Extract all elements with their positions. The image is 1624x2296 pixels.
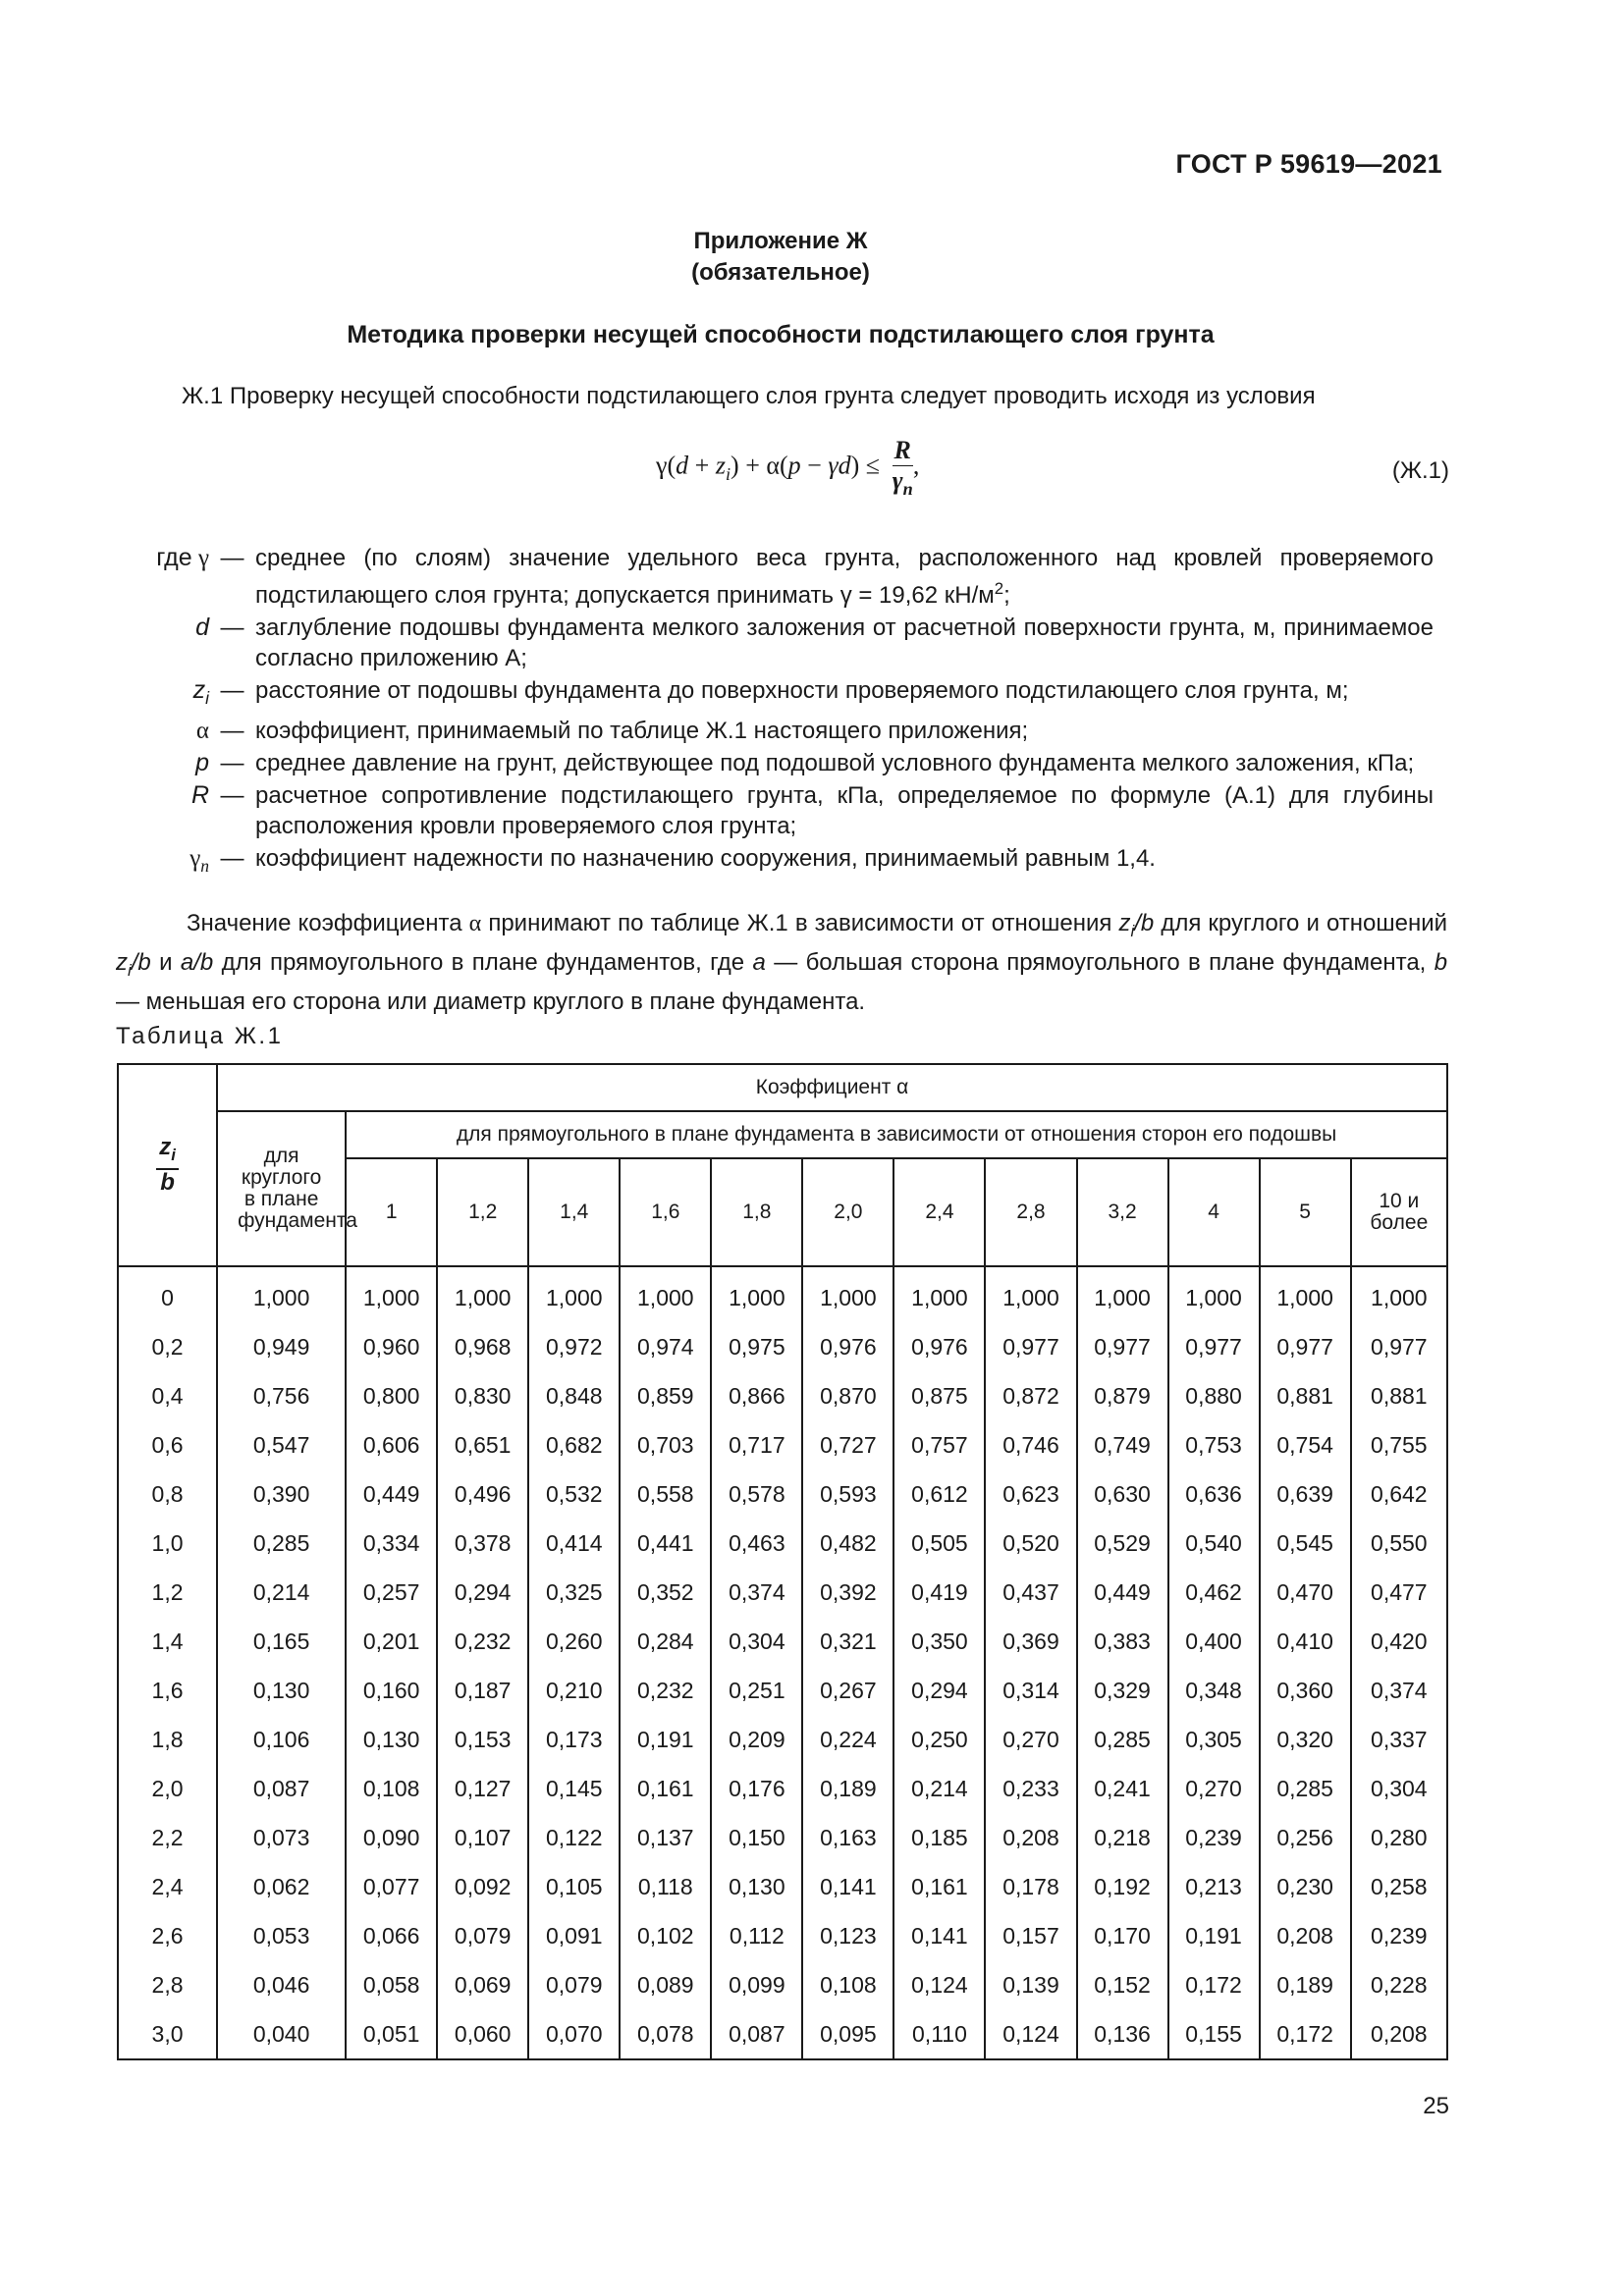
coefficient-cell: 0,754 <box>1260 1420 1351 1469</box>
coefficient-cell: 0,107 <box>437 1813 528 1862</box>
coefficient-cell: 0,325 <box>528 1568 620 1617</box>
coefficient-cell: 0,232 <box>620 1666 711 1715</box>
coefficient-cell: 0,558 <box>620 1469 711 1519</box>
coefficient-cell: 0,378 <box>437 1519 528 1568</box>
coefficient-cell: 0,165 <box>217 1617 346 1666</box>
coefficient-cell: 0,091 <box>528 1911 620 1960</box>
coefficient-cell: 0,949 <box>217 1322 346 1371</box>
coefficient-cell: 0,137 <box>620 1813 711 1862</box>
coefficient-cell: 0,304 <box>711 1617 802 1666</box>
coefficient-cell: 0,976 <box>802 1322 893 1371</box>
coefficient-cell: 0,152 <box>1077 1960 1168 2009</box>
coefficient-cell: 1,000 <box>217 1266 346 1322</box>
coefficient-cell: 0,127 <box>437 1764 528 1813</box>
coefficient-cell: 0,859 <box>620 1371 711 1420</box>
coefficient-cell: 1,000 <box>1168 1266 1260 1322</box>
coefficient-cell: 0,470 <box>1260 1568 1351 1617</box>
round-foundation-header: для круглого в плане фундамента <box>217 1111 346 1266</box>
table-row <box>118 1911 1447 1960</box>
coefficient-cell: 0,099 <box>711 1960 802 2009</box>
coefficient-cell: 0,756 <box>217 1371 346 1420</box>
table-row <box>118 1813 1447 1862</box>
coefficient-cell: 0,102 <box>620 1911 711 1960</box>
coefficient-cell: 0,651 <box>437 1420 528 1469</box>
coefficient-cell: 0,130 <box>217 1666 346 1715</box>
definition-r: R — расчетное сопротивление подстилающего грунта, кПа, определяемое по формуле (А.1) для глубины расположения кровли проверяемого слоя грунта; <box>190 781 1434 839</box>
coefficient-cell: 0,089 <box>620 1960 711 2009</box>
coefficient-cell: 0,123 <box>802 1911 893 1960</box>
coefficient-cell: 0,374 <box>711 1568 802 1617</box>
coefficient-cell: 0,106 <box>217 1715 346 1764</box>
ratio-header: 1 <box>346 1158 437 1266</box>
coefficient-cell: 0,267 <box>802 1666 893 1715</box>
coefficient-cell: 1,000 <box>620 1266 711 1322</box>
coefficient-cell: 0,124 <box>985 2009 1076 2059</box>
table-row <box>118 1764 1447 1813</box>
table-row <box>118 1322 1447 1371</box>
coefficient-cell: 0,682 <box>528 1420 620 1469</box>
definition-p: p — среднее давление на грунт, действующее под подошвой условного фундамента мелкого заложения, кПа; <box>195 749 1415 776</box>
coefficient-cell: 0,218 <box>1077 1813 1168 1862</box>
coefficient-cell: 0,369 <box>985 1617 1076 1666</box>
ratio-header: 1,8 <box>711 1158 802 1266</box>
coefficient-cell: 0,157 <box>985 1911 1076 1960</box>
coefficient-cell: 0,239 <box>1351 1911 1447 1960</box>
coefficient-cell: 0,161 <box>893 1862 985 1911</box>
coefficient-cell: 0,383 <box>1077 1617 1168 1666</box>
intro-paragraph: Ж.1 Проверку несущей способности подстилающего слоя грунта следует проводить исходя из условия <box>182 383 1316 409</box>
zb-value-cell: 1,6 <box>118 1666 217 1715</box>
coefficient-cell: 0,642 <box>1351 1469 1447 1519</box>
definition-d: d — заглубление подошвы фундамента мелкого заложения от расчетной поверхности грунта, м, принимаемое согласно приложению А; <box>195 614 1434 671</box>
coefficient-cell: 0,069 <box>437 1960 528 2009</box>
table-row <box>118 1420 1447 1469</box>
coefficient-cell: 1,000 <box>528 1266 620 1322</box>
coefficient-cell: 0,139 <box>985 1960 1076 2009</box>
coefficient-cell: 0,092 <box>437 1862 528 1911</box>
coefficient-cell: 0,141 <box>802 1862 893 1911</box>
coefficient-cell: 1,000 <box>802 1266 893 1322</box>
zb-header: $\frac{z_i}{b}$ <box>118 1064 217 1266</box>
coefficient-cell: 0,606 <box>346 1420 437 1469</box>
coefficient-cell: 0,189 <box>802 1764 893 1813</box>
coefficient-cell: 0,496 <box>437 1469 528 1519</box>
ratio-header: 3,2 <box>1077 1158 1168 1266</box>
table-row <box>118 1519 1447 1568</box>
table-row <box>118 2009 1447 2059</box>
coefficient-cell: 0,040 <box>217 2009 346 2059</box>
coefficient-cell: 0,866 <box>711 1371 802 1420</box>
coefficient-cell: 0,070 <box>528 2009 620 2059</box>
table-row <box>118 1666 1447 1715</box>
coefficient-cell: 1,000 <box>1351 1266 1447 1322</box>
coefficient-cell: 0,374 <box>1351 1666 1447 1715</box>
coefficient-cell: 0,545 <box>1260 1519 1351 1568</box>
ratio-header: 2,4 <box>893 1158 985 1266</box>
coefficient-cell: 0,095 <box>802 2009 893 2059</box>
coefficient-cell: 0,410 <box>1260 1617 1351 1666</box>
coefficient-cell: 1,000 <box>893 1266 985 1322</box>
coefficient-cell: 0,209 <box>711 1715 802 1764</box>
coefficient-cell: 0,077 <box>346 1862 437 1911</box>
coefficient-cell: 0,800 <box>346 1371 437 1420</box>
coefficient-cell: 0,881 <box>1351 1371 1447 1420</box>
coefficient-cell: 0,540 <box>1168 1519 1260 1568</box>
coefficient-cell: 1,000 <box>711 1266 802 1322</box>
coefficient-cell: 0,612 <box>893 1469 985 1519</box>
coefficient-cell: 0,390 <box>217 1469 346 1519</box>
coefficient-cell: 0,241 <box>1077 1764 1168 1813</box>
coefficient-cell: 0,976 <box>893 1322 985 1371</box>
coefficient-cell: 0,753 <box>1168 1420 1260 1469</box>
coefficient-cell: 0,975 <box>711 1322 802 1371</box>
coefficient-cell: 0,185 <box>893 1813 985 1862</box>
ratio-header: 2,8 <box>985 1158 1076 1266</box>
coefficient-cell: 0,155 <box>1168 2009 1260 2059</box>
coefficient-cell: 0,187 <box>437 1666 528 1715</box>
coefficient-cell: 0,173 <box>528 1715 620 1764</box>
coefficient-cell: 0,880 <box>1168 1371 1260 1420</box>
table-row <box>118 1371 1447 1420</box>
coefficient-cell: 0,350 <box>893 1617 985 1666</box>
coefficient-cell: 0,280 <box>1351 1813 1447 1862</box>
zb-value-cell: 3,0 <box>118 2009 217 2059</box>
coefficient-cell: 0,172 <box>1260 2009 1351 2059</box>
coefficient-cell: 0,972 <box>528 1322 620 1371</box>
coefficient-cell: 0,329 <box>1077 1666 1168 1715</box>
coefficient-cell: 0,176 <box>711 1764 802 1813</box>
coefficient-cell: 0,578 <box>711 1469 802 1519</box>
coefficient-cell: 0,066 <box>346 1911 437 1960</box>
ratio-header: 1,2 <box>437 1158 528 1266</box>
coefficient-cell: 0,087 <box>711 2009 802 2059</box>
coefficient-cell: 0,213 <box>1168 1862 1260 1911</box>
coefficient-cell: 0,830 <box>437 1371 528 1420</box>
coefficient-cell: 0,214 <box>893 1764 985 1813</box>
coefficient-cell: 0,285 <box>217 1519 346 1568</box>
coefficient-cell: 0,122 <box>528 1813 620 1862</box>
zb-value-cell: 1,8 <box>118 1715 217 1764</box>
coefficient-cell: 0,727 <box>802 1420 893 1469</box>
zb-value-cell: 2,6 <box>118 1911 217 1960</box>
coefficient-cell: 0,251 <box>711 1666 802 1715</box>
definition-gamma: где γ — среднее (по слоям) значение удельного веса грунта, расположенного над кровлей проверяемого подстилающего слоя грунта; допускается принимать γ = 19,62 $кН/м^2$; <box>156 544 1434 609</box>
coefficient-cell: 0,977 <box>985 1322 1076 1371</box>
coefficient-cell: 0,112 <box>711 1911 802 1960</box>
formula-fraction: $\frac{R}{\gamma_n}$ <box>892 436 913 500</box>
table-row <box>118 1469 1447 1519</box>
coefficient-cell: 0,078 <box>620 2009 711 2059</box>
coefficient-cell: 0,062 <box>217 1862 346 1911</box>
ratio-header: 5 <box>1260 1158 1351 1266</box>
coefficient-cell: 0,477 <box>1351 1568 1447 1617</box>
zb-value-cell: 2,2 <box>118 1813 217 1862</box>
ratio-header: 4 <box>1168 1158 1260 1266</box>
ratio-header: 2,0 <box>802 1158 893 1266</box>
coefficient-cell: 0,214 <box>217 1568 346 1617</box>
coefficient-cell: 0,352 <box>620 1568 711 1617</box>
zb-value-cell: 0,8 <box>118 1469 217 1519</box>
coefficient-cell: 0,256 <box>1260 1813 1351 1862</box>
coefficient-cell: 0,208 <box>1260 1911 1351 1960</box>
coefficient-cell: 0,079 <box>528 1960 620 2009</box>
coefficient-cell: 0,118 <box>620 1862 711 1911</box>
coefficient-cell: 0,192 <box>1077 1862 1168 1911</box>
coefficient-cell: 0,321 <box>802 1617 893 1666</box>
coefficient-cell: 0,977 <box>1168 1322 1260 1371</box>
coefficient-cell: 0,191 <box>620 1715 711 1764</box>
coefficient-cell: 0,053 <box>217 1911 346 1960</box>
coefficient-cell: 0,482 <box>802 1519 893 1568</box>
coefficient-cell: 0,250 <box>893 1715 985 1764</box>
coefficient-cell: 0,153 <box>437 1715 528 1764</box>
coefficient-cell: 1,000 <box>985 1266 1076 1322</box>
coefficient-cell: 0,532 <box>528 1469 620 1519</box>
coefficient-cell: 0,755 <box>1351 1420 1447 1469</box>
coefficient-cell: 0,881 <box>1260 1371 1351 1420</box>
appendix-title: Приложение Ж <box>693 228 868 254</box>
definition-alpha: α — коэффициент, принимаемый по таблице Ж.1 настоящего приложения; <box>195 718 1029 744</box>
zb-value-cell: 2,4 <box>118 1862 217 1911</box>
coefficient-cell: 0,314 <box>985 1666 1076 1715</box>
coefficient-cell: 0,703 <box>620 1420 711 1469</box>
coefficient-cell: 0,294 <box>893 1666 985 1715</box>
ratio-header: 1,6 <box>620 1158 711 1266</box>
coefficient-cell: 0,257 <box>346 1568 437 1617</box>
coefficient-cell: 0,960 <box>346 1322 437 1371</box>
definition-zi: $z_i$ — расстояние от подошвы фундамента до поверхности проверяемого подстилающего слоя грунта, м; <box>192 676 1349 708</box>
coefficient-cell: 0,060 <box>437 2009 528 2059</box>
coefficient-cell: 0,284 <box>620 1617 711 1666</box>
zb-value-cell: 1,0 <box>118 1519 217 1568</box>
coefficient-cell: 0,178 <box>985 1862 1076 1911</box>
table-row <box>118 1617 1447 1666</box>
coefficient-cell: 0,320 <box>1260 1715 1351 1764</box>
coefficient-cell: 0,392 <box>802 1568 893 1617</box>
coefficient-cell: 0,160 <box>346 1666 437 1715</box>
zb-value-cell: 2,8 <box>118 1960 217 2009</box>
coefficient-table <box>117 1063 1448 2060</box>
standard-number: ГОСТ Р 59619—2021 <box>1175 149 1442 179</box>
coefficient-cell: 0,505 <box>893 1519 985 1568</box>
table-row <box>118 1715 1447 1764</box>
method-title: Методика проверки несущей способности подстилающего слоя грунта <box>347 321 1215 348</box>
coefficient-cell: 0,079 <box>437 1911 528 1960</box>
coefficient-cell: 0,172 <box>1168 1960 1260 2009</box>
coefficient-header: Коэффициент α <box>217 1064 1447 1111</box>
coefficient-cell: 0,130 <box>711 1862 802 1911</box>
coefficient-cell: 0,348 <box>1168 1666 1260 1715</box>
coefficient-cell: 0,150 <box>711 1813 802 1862</box>
zb-value-cell: 1,2 <box>118 1568 217 1617</box>
coefficient-cell: 0,163 <box>802 1813 893 1862</box>
coefficient-cell: 0,285 <box>1260 1764 1351 1813</box>
coefficient-cell: 0,130 <box>346 1715 437 1764</box>
definition-gamma-n: $\gamma_n$ — коэффициент надежности по назначению сооружения, принимаемый равным 1,4. <box>189 845 1156 876</box>
coefficient-cell: 0,145 <box>528 1764 620 1813</box>
coefficient-cell: 0,305 <box>1168 1715 1260 1764</box>
table-row <box>118 1862 1447 1911</box>
coefficient-cell: 0,208 <box>985 1813 1076 1862</box>
coefficient-cell: 0,449 <box>1077 1568 1168 1617</box>
coefficient-cell: 0,400 <box>1168 1617 1260 1666</box>
coefficient-cell: 0,420 <box>1351 1617 1447 1666</box>
coefficient-cell: 0,463 <box>711 1519 802 1568</box>
coefficient-cell: 0,623 <box>985 1469 1076 1519</box>
coefficient-cell: 0,414 <box>528 1519 620 1568</box>
coefficient-cell: 0,749 <box>1077 1420 1168 1469</box>
coefficient-cell: 0,639 <box>1260 1469 1351 1519</box>
coefficient-cell: 0,124 <box>893 1960 985 2009</box>
page-number: 25 <box>1423 2093 1449 2119</box>
coefficient-cell: 0,360 <box>1260 1666 1351 1715</box>
table-row <box>118 1960 1447 2009</box>
coefficient-cell: 0,520 <box>985 1519 1076 1568</box>
coefficient-cell: 0,270 <box>985 1715 1076 1764</box>
coefficient-cell: 0,337 <box>1351 1715 1447 1764</box>
alpha-note-paragraph: Значение коэффициента α принимают по таблице Ж.1 в зависимости от отношения $z_i/b$ для круглого и отношений $z_i/b$ и a/b для прямоугольного в плане фундаментов, где a — большая сторона прямоугольного в плане фундамента, b — меньшая его сторона или диаметр круглого в плане фундамента. <box>116 910 1448 1015</box>
zb-value-cell: 2,0 <box>118 1764 217 1813</box>
coefficient-cell: 0,228 <box>1351 1960 1447 2009</box>
coefficient-cell: 0,201 <box>346 1617 437 1666</box>
table-caption: Таблица Ж.1 <box>116 1023 284 1049</box>
coefficient-cell: 0,977 <box>1351 1322 1447 1371</box>
rect-foundation-header: для прямоугольного в плане фундамента в зависимости от отношения сторон его подошвы <box>346 1111 1447 1158</box>
coefficient-cell: 0,224 <box>802 1715 893 1764</box>
coefficient-cell: 0,550 <box>1351 1519 1447 1568</box>
coefficient-cell: 0,848 <box>528 1371 620 1420</box>
coefficient-cell: 0,879 <box>1077 1371 1168 1420</box>
zb-value-cell: 1,4 <box>118 1617 217 1666</box>
zb-value-cell: 0,6 <box>118 1420 217 1469</box>
coefficient-cell: 0,977 <box>1077 1322 1168 1371</box>
coefficient-cell: 0,757 <box>893 1420 985 1469</box>
coefficient-cell: 0,636 <box>1168 1469 1260 1519</box>
coefficient-cell: 0,233 <box>985 1764 1076 1813</box>
coefficient-cell: 0,161 <box>620 1764 711 1813</box>
coefficient-cell: 0,090 <box>346 1813 437 1862</box>
coefficient-cell: 0,170 <box>1077 1911 1168 1960</box>
coefficient-cell: 0,462 <box>1168 1568 1260 1617</box>
coefficient-cell: 0,270 <box>1168 1764 1260 1813</box>
ratio-header: 1,4 <box>528 1158 620 1266</box>
coefficient-cell: 0,974 <box>620 1322 711 1371</box>
coefficient-cell: 0,210 <box>528 1666 620 1715</box>
coefficient-cell: 0,260 <box>528 1617 620 1666</box>
coefficient-cell: 0,285 <box>1077 1715 1168 1764</box>
coefficient-cell: 1,000 <box>437 1266 528 1322</box>
coefficient-cell: 0,334 <box>346 1519 437 1568</box>
coefficient-cell: 0,593 <box>802 1469 893 1519</box>
coefficient-cell: 0,746 <box>985 1420 1076 1469</box>
coefficient-cell: 0,087 <box>217 1764 346 1813</box>
coefficient-cell: 0,108 <box>802 1960 893 2009</box>
table-row <box>118 1568 1447 1617</box>
coefficient-cell: 0,870 <box>802 1371 893 1420</box>
coefficient-cell: 0,419 <box>893 1568 985 1617</box>
coefficient-cell: 0,437 <box>985 1568 1076 1617</box>
coefficient-cell: 0,529 <box>1077 1519 1168 1568</box>
coefficient-cell: 0,189 <box>1260 1960 1351 2009</box>
coefficient-cell: 0,872 <box>985 1371 1076 1420</box>
ratio-header: 10 и более <box>1351 1158 1447 1266</box>
coefficient-cell: 0,073 <box>217 1813 346 1862</box>
coefficient-cell: 1,000 <box>1260 1266 1351 1322</box>
coefficient-cell: 0,058 <box>346 1960 437 2009</box>
equation-number: (Ж.1) <box>1391 457 1449 484</box>
coefficient-cell: 0,110 <box>893 2009 985 2059</box>
coefficient-cell: 0,051 <box>346 2009 437 2059</box>
coefficient-cell: 0,105 <box>528 1862 620 1911</box>
coefficient-cell: 0,875 <box>893 1371 985 1420</box>
appendix-status: (обязательное) <box>691 259 870 286</box>
coefficient-cell: 0,230 <box>1260 1862 1351 1911</box>
coefficient-cell: 0,441 <box>620 1519 711 1568</box>
coefficient-cell: 0,208 <box>1351 2009 1447 2059</box>
coefficient-cell: 0,141 <box>893 1911 985 1960</box>
coefficient-cell: 0,232 <box>437 1617 528 1666</box>
coefficient-cell: 0,977 <box>1260 1322 1351 1371</box>
zb-value-cell: 0,2 <box>118 1322 217 1371</box>
coefficient-cell: 0,258 <box>1351 1862 1447 1911</box>
coefficient-cell: 0,108 <box>346 1764 437 1813</box>
coefficient-cell: 1,000 <box>346 1266 437 1322</box>
coefficient-cell: 0,630 <box>1077 1469 1168 1519</box>
coefficient-cell: 1,000 <box>1077 1266 1168 1322</box>
zb-value-cell: 0,4 <box>118 1371 217 1420</box>
coefficient-cell: 0,239 <box>1168 1813 1260 1862</box>
coefficient-cell: 0,449 <box>346 1469 437 1519</box>
zb-value-cell: 0 <box>118 1266 217 1322</box>
coefficient-cell: 0,294 <box>437 1568 528 1617</box>
coefficient-cell: 0,136 <box>1077 2009 1168 2059</box>
coefficient-cell: 0,191 <box>1168 1911 1260 1960</box>
definitions-list <box>118 543 1434 883</box>
coefficient-cell: 0,046 <box>217 1960 346 2009</box>
coefficient-cell: 0,547 <box>217 1420 346 1469</box>
coefficient-cell: 0,304 <box>1351 1764 1447 1813</box>
table-row <box>118 1266 1447 1322</box>
coefficient-cell: 0,968 <box>437 1322 528 1371</box>
formula-zh1: $\gamma(d + z_i) + \alpha(p - \gamma d)$ ≤ $\frac{R}{\gamma_n}$ , <box>656 436 920 500</box>
coefficient-cell: 0,717 <box>711 1420 802 1469</box>
